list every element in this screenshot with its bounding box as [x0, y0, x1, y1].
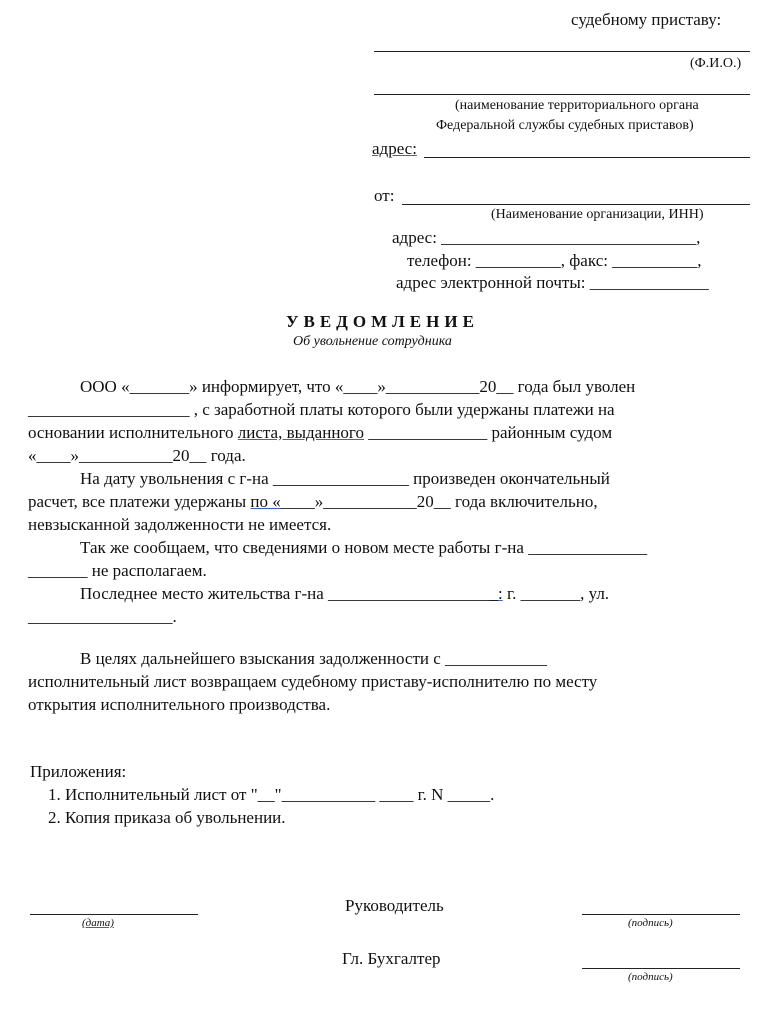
document-title: УВЕДОМЛЕНИЕ — [286, 312, 479, 331]
org-phone: телефон: __________, факс: __________, — [407, 251, 702, 270]
p5-line-2: исполнительный лист возвращаем судебному приставу-исполнителю по месту — [28, 672, 598, 691]
accountant-signature-line — [582, 968, 740, 969]
p2-line-3: невзысканной задолженности не имеется. — [28, 515, 332, 534]
p1-line-4: «____»___________20__ года. — [28, 446, 246, 465]
attachment-item-1: 1. Исполнительный лист от "__"___________ ____ г. N _____. — [48, 785, 495, 804]
address-label: адрес: — [372, 139, 417, 158]
manager-signature-line — [582, 914, 740, 915]
p2-line-2a: расчет, все платежи удержаны — [28, 492, 251, 511]
authority-caption-2: Федеральной службы судебных приставов) — [436, 118, 694, 133]
attachment-item-2: 2. Копия приказа об увольнении. — [48, 808, 286, 827]
p4-line-1a: Последнее место жительства г-на ___________________ — [80, 584, 490, 603]
accountant-signature-caption: (подпись) — [628, 971, 673, 983]
p3-line-2: _______ не располагаем. — [28, 561, 207, 580]
org-email: адрес электронной почты: ______________ — [396, 273, 709, 292]
date-line — [30, 914, 198, 915]
address-line — [424, 157, 750, 158]
p3-line-1: Так же сообщаем, что сведениями о новом месте работы г-на ______________ — [80, 538, 648, 557]
p1-line-3b: листа, выданного — [237, 423, 364, 442]
authority-line — [374, 94, 750, 95]
p2-line-2b: по « — [250, 492, 281, 511]
p5-line-1: В целях дальнейшего взыскания задолженности с ____________ — [80, 649, 548, 668]
p1-line-1: ООО «_______» информирует, что «____»___________20__ года был уволен — [80, 377, 636, 396]
p4-line-1c: г. _______, ул. — [502, 584, 610, 603]
p2-line-1: На дату увольнения с г-на ________________ произведен окончательный — [80, 469, 610, 488]
manager-signature-caption: (подпись) — [628, 917, 673, 929]
fio-line — [374, 51, 750, 52]
p4-line-2: _________________. — [28, 607, 177, 626]
authority-caption-1: (наименование территориального органа — [455, 98, 699, 113]
from-line — [402, 204, 750, 205]
p1-line-3 — [28, 421, 612, 444]
date-caption: (дата) — [82, 917, 114, 929]
to-bailiff-label: судебному приставу: — [571, 10, 722, 29]
org-caption: (Наименование организации, ИНН) — [491, 207, 704, 222]
p5-line-3: открытия исполнительного производства. — [28, 695, 331, 714]
from-label: от: — [374, 186, 395, 205]
p2-line-2c: ____»___________20__ года включительно, — [280, 492, 598, 511]
p1-line-3a: основании исполнительного — [28, 423, 238, 442]
p4-line-1b: _: — [489, 584, 503, 603]
fio-caption: (Ф.И.О.) — [690, 56, 742, 71]
manager-label: Руководитель — [345, 896, 444, 915]
p1-line-2: ___________________ , с заработной платы которого были удержаны платежи на — [28, 400, 615, 419]
p2-line-2 — [28, 490, 598, 513]
org-address: адрес: ______________________________, — [392, 228, 701, 247]
p1-line-3c: ______________ районным судом — [363, 423, 613, 442]
p4-line-1 — [80, 582, 609, 605]
attachments-label: Приложения: — [30, 762, 127, 781]
accountant-label: Гл. Бухгалтер — [342, 949, 441, 968]
document-subtitle: Об увольнение сотрудника — [293, 334, 452, 349]
